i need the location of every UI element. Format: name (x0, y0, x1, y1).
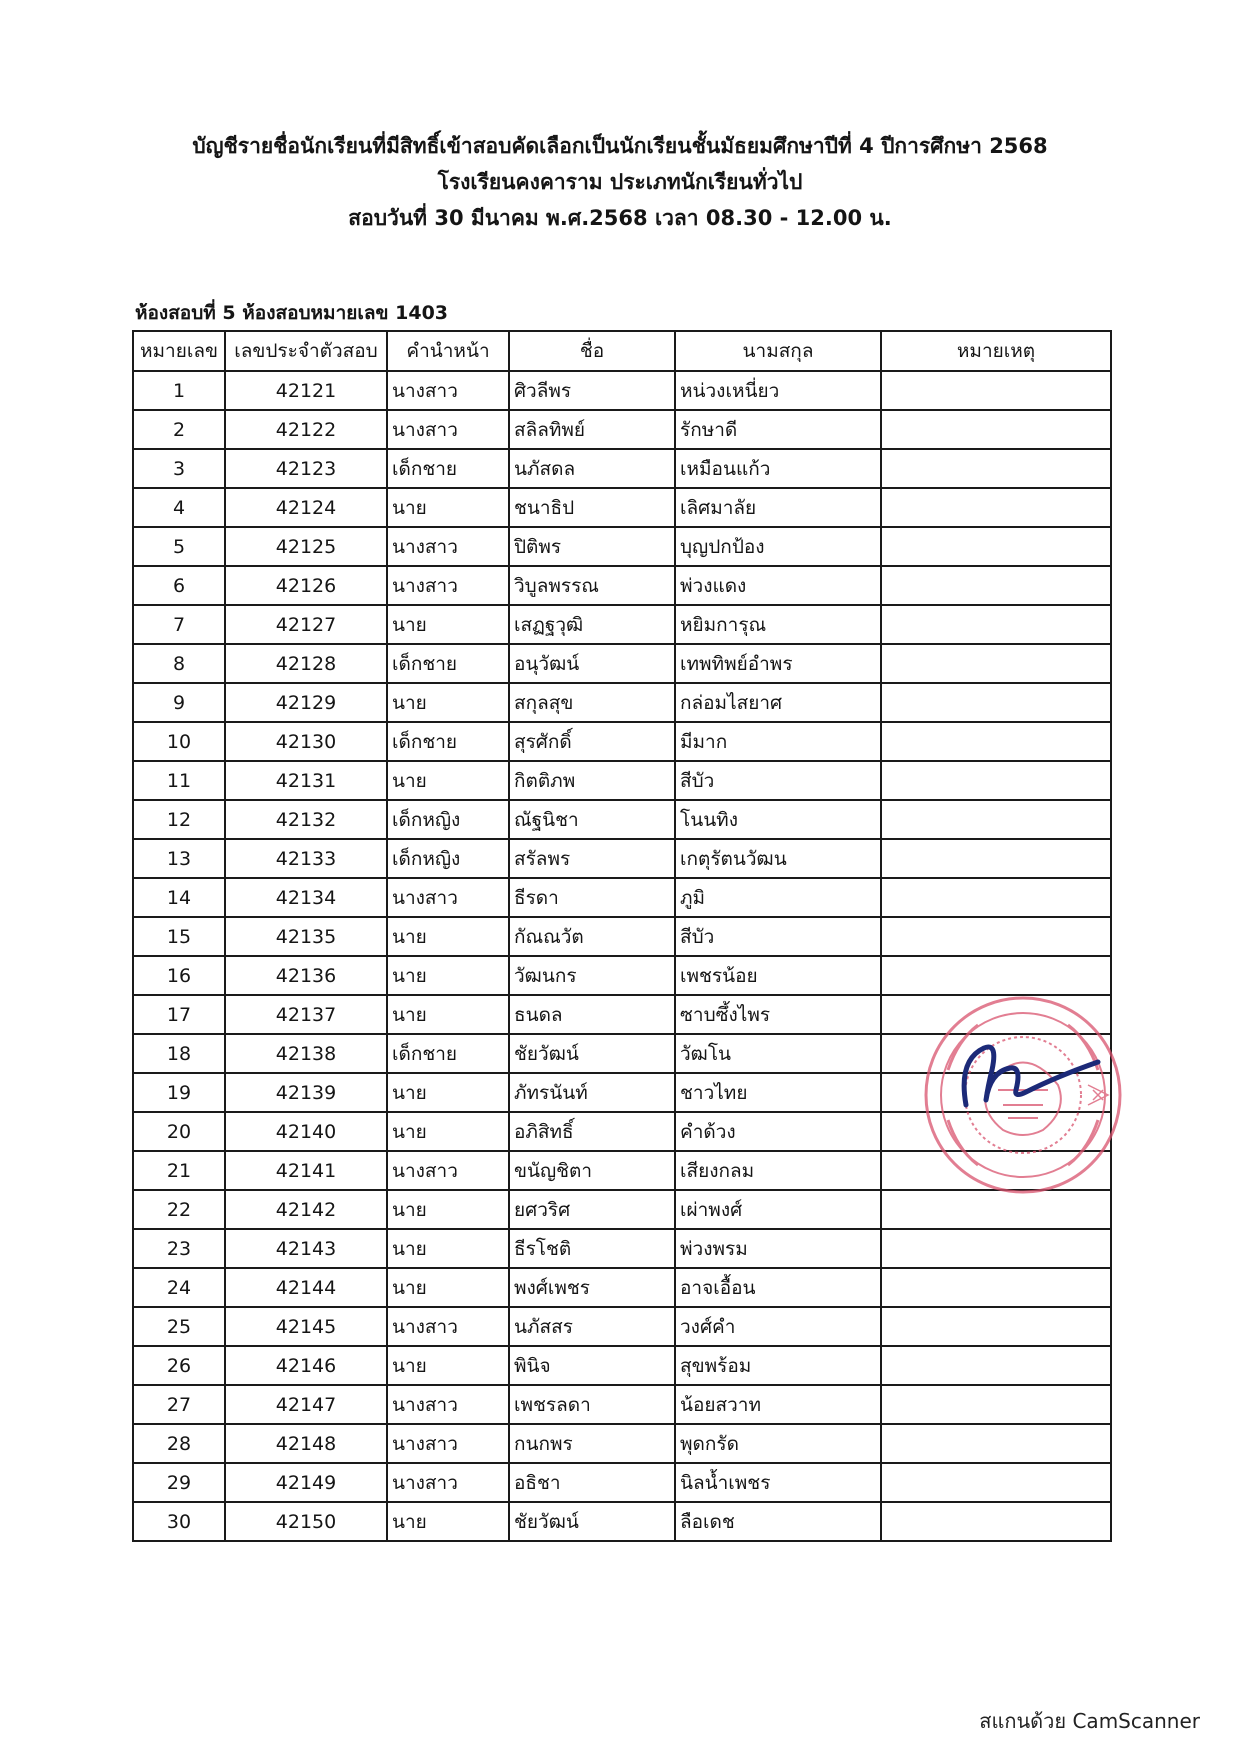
cell-exam-id: 42141 (225, 1151, 387, 1190)
cell-first-name: ธนดล (509, 995, 675, 1034)
cell-number: 4 (133, 488, 225, 527)
table-row (133, 956, 1111, 995)
cell-exam-id: 42124 (225, 488, 387, 527)
cell-number: 21 (133, 1151, 225, 1190)
cell-last-name: เพชรน้อย (675, 956, 881, 995)
cell-exam-id: 42131 (225, 761, 387, 800)
cell-remarks (881, 761, 1111, 800)
cell-first-name: ภัทรนันท์ (509, 1073, 675, 1112)
cell-first-name: ยศวริศ (509, 1190, 675, 1229)
cell-number: 15 (133, 917, 225, 956)
cell-last-name: เผ่าพงศ์ (675, 1190, 881, 1229)
cell-first-name: ชัยวัฒน์ (509, 1502, 675, 1541)
cell-remarks (881, 956, 1111, 995)
cell-prefix: นาย (387, 917, 509, 956)
cell-prefix: เด็กชาย (387, 1034, 509, 1073)
table-row (133, 1073, 1111, 1112)
cell-first-name: สกุลสุข (509, 683, 675, 722)
cell-last-name: ซาบซึ้งไพร (675, 995, 881, 1034)
document-header (0, 128, 1240, 236)
cell-remarks (881, 1307, 1111, 1346)
cell-remarks (881, 1073, 1111, 1112)
cell-exam-id: 42144 (225, 1268, 387, 1307)
cell-first-name: กนกพร (509, 1424, 675, 1463)
column-header-exam-id: เลขประจำตัวสอบ (225, 331, 387, 371)
cell-exam-id: 42121 (225, 371, 387, 410)
cell-exam-id: 42125 (225, 527, 387, 566)
cell-prefix: นาย (387, 1268, 509, 1307)
cell-first-name: นภัสสร (509, 1307, 675, 1346)
cell-exam-id: 42137 (225, 995, 387, 1034)
cell-exam-id: 42147 (225, 1385, 387, 1424)
header-exam-date: สอบวันที่ 30 มีนาคม พ.ศ.2568 เวลา 08.30 - 12.00 น. (348, 206, 892, 230)
cell-prefix: นาย (387, 1346, 509, 1385)
cell-last-name: หยิมการุณ (675, 605, 881, 644)
cell-first-name: ธีรโชติ (509, 1229, 675, 1268)
table-row (133, 1268, 1111, 1307)
cell-number: 24 (133, 1268, 225, 1307)
cell-last-name: พุดกรัด (675, 1424, 881, 1463)
cell-prefix: นางสาว (387, 1307, 509, 1346)
cell-remarks (881, 605, 1111, 644)
cell-exam-id: 42149 (225, 1463, 387, 1502)
cell-last-name: รักษาดี (675, 410, 881, 449)
cell-last-name: พ่วงพรม (675, 1229, 881, 1268)
cell-prefix: นางสาว (387, 1151, 509, 1190)
cell-remarks (881, 1424, 1111, 1463)
cell-remarks (881, 1190, 1111, 1229)
cell-number: 25 (133, 1307, 225, 1346)
cell-exam-id: 42146 (225, 1346, 387, 1385)
table-row (133, 1190, 1111, 1229)
cell-prefix: นาย (387, 956, 509, 995)
cell-remarks (881, 410, 1111, 449)
cell-remarks (881, 449, 1111, 488)
cell-first-name: นภัสดล (509, 449, 675, 488)
cell-first-name: อนุวัฒน์ (509, 644, 675, 683)
cell-last-name: ลือเดช (675, 1502, 881, 1541)
cell-prefix: นาย (387, 1073, 509, 1112)
cell-first-name: ธีรดา (509, 878, 675, 917)
table-row (133, 800, 1111, 839)
cell-first-name: เพชรลดา (509, 1385, 675, 1424)
cell-remarks (881, 644, 1111, 683)
cell-number: 18 (133, 1034, 225, 1073)
cell-number: 9 (133, 683, 225, 722)
cell-prefix: นาย (387, 1112, 509, 1151)
cell-last-name: หน่วงเหนี่ยว (675, 371, 881, 410)
cell-prefix: นาย (387, 605, 509, 644)
cell-number: 22 (133, 1190, 225, 1229)
cell-remarks (881, 1151, 1111, 1190)
cell-remarks (881, 1385, 1111, 1424)
table-row (133, 644, 1111, 683)
cell-first-name: ชนาธิป (509, 488, 675, 527)
cell-first-name: ขนัญชิตา (509, 1151, 675, 1190)
cell-prefix: เด็กชาย (387, 722, 509, 761)
cell-prefix: นาย (387, 1190, 509, 1229)
cell-prefix: เด็กหญิง (387, 839, 509, 878)
cell-remarks (881, 917, 1111, 956)
table-row (133, 1307, 1111, 1346)
cell-first-name: สรัลพร (509, 839, 675, 878)
cell-first-name: อธิชา (509, 1463, 675, 1502)
cell-first-name: สุรศักดิ์ (509, 722, 675, 761)
cell-number: 13 (133, 839, 225, 878)
cell-first-name: ณัฐนิชา (509, 800, 675, 839)
cell-prefix: นางสาว (387, 527, 509, 566)
room-title: ห้องสอบที่ 5 ห้องสอบหมายเลข 1403 (135, 302, 449, 324)
cell-exam-id: 42132 (225, 800, 387, 839)
cell-exam-id: 42126 (225, 566, 387, 605)
cell-prefix: นางสาว (387, 410, 509, 449)
cell-last-name: วงศ์คำ (675, 1307, 881, 1346)
cell-exam-id: 42145 (225, 1307, 387, 1346)
cell-number: 6 (133, 566, 225, 605)
cell-last-name: อาจเอื้อน (675, 1268, 881, 1307)
table-row (133, 1385, 1111, 1424)
cell-remarks (881, 1268, 1111, 1307)
table-row (133, 1502, 1111, 1541)
cell-last-name: ภูมิ (675, 878, 881, 917)
cell-last-name: พ่วงแดง (675, 566, 881, 605)
table-row (133, 878, 1111, 917)
table-row (133, 371, 1111, 410)
cell-last-name: สีบัว (675, 761, 881, 800)
cell-prefix: เด็กชาย (387, 449, 509, 488)
cell-number: 5 (133, 527, 225, 566)
student-roster-table (132, 330, 1112, 1542)
cell-remarks (881, 1112, 1111, 1151)
cell-number: 19 (133, 1073, 225, 1112)
cell-last-name: น้อยสวาท (675, 1385, 881, 1424)
cell-number: 14 (133, 878, 225, 917)
cell-number: 7 (133, 605, 225, 644)
cell-prefix: นาย (387, 1502, 509, 1541)
cell-remarks (881, 527, 1111, 566)
cell-remarks (881, 722, 1111, 761)
cell-exam-id: 42134 (225, 878, 387, 917)
cell-prefix: เด็กชาย (387, 644, 509, 683)
table-row (133, 527, 1111, 566)
column-header-first-name: ชื่อ (509, 331, 675, 371)
cell-last-name: เกตุรัตนวัฒน (675, 839, 881, 878)
cell-number: 16 (133, 956, 225, 995)
cell-number: 10 (133, 722, 225, 761)
cell-remarks (881, 800, 1111, 839)
table-row (133, 488, 1111, 527)
cell-first-name: พงศ์เพชร (509, 1268, 675, 1307)
cell-last-name: คำด้วง (675, 1112, 881, 1151)
cell-last-name: เลิศมาลัย (675, 488, 881, 527)
cell-exam-id: 42140 (225, 1112, 387, 1151)
cell-prefix: นางสาว (387, 1424, 509, 1463)
cell-prefix: นางสาว (387, 371, 509, 410)
cell-number: 30 (133, 1502, 225, 1541)
cell-last-name: ชาวไทย (675, 1073, 881, 1112)
table-row (133, 1112, 1111, 1151)
cell-first-name: พินิจ (509, 1346, 675, 1385)
cell-last-name: สุขพร้อม (675, 1346, 881, 1385)
cell-remarks (881, 839, 1111, 878)
cell-prefix: นาย (387, 683, 509, 722)
table-row (133, 1463, 1111, 1502)
cell-prefix: นาย (387, 995, 509, 1034)
cell-first-name: อภิสิทธิ์ (509, 1112, 675, 1151)
cell-remarks (881, 1346, 1111, 1385)
cell-prefix: เด็กหญิง (387, 800, 509, 839)
cell-number: 27 (133, 1385, 225, 1424)
cell-prefix: นาย (387, 761, 509, 800)
table-row (133, 761, 1111, 800)
cell-number: 11 (133, 761, 225, 800)
cell-number: 12 (133, 800, 225, 839)
cell-prefix: นาย (387, 1229, 509, 1268)
table-row (133, 566, 1111, 605)
table-row (133, 1151, 1111, 1190)
cell-last-name: นิลน้ำเพชร (675, 1463, 881, 1502)
cell-number: 20 (133, 1112, 225, 1151)
cell-exam-id: 42123 (225, 449, 387, 488)
cell-number: 28 (133, 1424, 225, 1463)
cell-remarks (881, 878, 1111, 917)
table-row (133, 1229, 1111, 1268)
cell-exam-id: 42130 (225, 722, 387, 761)
cell-exam-id: 42129 (225, 683, 387, 722)
cell-number: 2 (133, 410, 225, 449)
table-row (133, 839, 1111, 878)
table-row (133, 683, 1111, 722)
cell-first-name: กัณณวัต (509, 917, 675, 956)
cell-number: 26 (133, 1346, 225, 1385)
column-header-number: หมายเลข (133, 331, 225, 371)
table-row (133, 449, 1111, 488)
cell-first-name: วัฒนกร (509, 956, 675, 995)
column-header-last-name: นามสกุล (675, 331, 881, 371)
table-header-row (133, 331, 1111, 371)
cell-prefix: นางสาว (387, 1385, 509, 1424)
table-row (133, 995, 1111, 1034)
cell-last-name: บุญปกป้อง (675, 527, 881, 566)
header-title: บัญชีรายชื่อนักเรียนที่มีสิทธิ์เข้าสอบคัดเลือกเป็นนักเรียนชั้นมัธยมศึกษาปีที่ 4 ปีการศึกษา 2568 (192, 134, 1048, 158)
cell-first-name: ศิวลีพร (509, 371, 675, 410)
cell-remarks (881, 1463, 1111, 1502)
table-row (133, 1424, 1111, 1463)
cell-last-name: สีบัว (675, 917, 881, 956)
cell-first-name: วิบูลพรรณ (509, 566, 675, 605)
cell-remarks (881, 1034, 1111, 1073)
cell-prefix: นาย (387, 488, 509, 527)
cell-exam-id: 42150 (225, 1502, 387, 1541)
cell-first-name: ชัยวัฒน์ (509, 1034, 675, 1073)
cell-exam-id: 42138 (225, 1034, 387, 1073)
cell-remarks (881, 683, 1111, 722)
header-school: โรงเรียนคงคาราม ประเภทนักเรียนทั่วไป (437, 170, 803, 194)
cell-number: 17 (133, 995, 225, 1034)
table-row (133, 1346, 1111, 1385)
table-body (133, 371, 1111, 1541)
cell-exam-id: 42122 (225, 410, 387, 449)
camscanner-watermark: สแกนด้วย CamScanner (979, 1709, 1200, 1733)
cell-last-name: เสียงกลม (675, 1151, 881, 1190)
table-row (133, 605, 1111, 644)
cell-first-name: สลิลทิพย์ (509, 410, 675, 449)
cell-remarks (881, 371, 1111, 410)
column-header-remarks: หมายเหตุ (881, 331, 1111, 371)
cell-last-name: วัฒโน (675, 1034, 881, 1073)
cell-remarks (881, 1229, 1111, 1268)
cell-number: 29 (133, 1463, 225, 1502)
cell-last-name: โนนทิง (675, 800, 881, 839)
cell-last-name: เหมือนแก้ว (675, 449, 881, 488)
cell-number: 23 (133, 1229, 225, 1268)
table-row (133, 1034, 1111, 1073)
cell-exam-id: 42139 (225, 1073, 387, 1112)
cell-remarks (881, 488, 1111, 527)
cell-remarks (881, 1502, 1111, 1541)
cell-exam-id: 42127 (225, 605, 387, 644)
cell-first-name: เสฏฐวุฒิ (509, 605, 675, 644)
cell-prefix: นางสาว (387, 878, 509, 917)
cell-exam-id: 42143 (225, 1229, 387, 1268)
column-header-prefix: คำนำหน้า (387, 331, 509, 371)
cell-exam-id: 42148 (225, 1424, 387, 1463)
cell-exam-id: 42136 (225, 956, 387, 995)
cell-number: 8 (133, 644, 225, 683)
cell-number: 1 (133, 371, 225, 410)
table-row (133, 410, 1111, 449)
cell-exam-id: 42142 (225, 1190, 387, 1229)
cell-last-name: มีมาก (675, 722, 881, 761)
cell-first-name: ปิติพร (509, 527, 675, 566)
cell-number: 3 (133, 449, 225, 488)
cell-remarks (881, 995, 1111, 1034)
cell-last-name: เทพทิพย์อำพร (675, 644, 881, 683)
cell-prefix: นางสาว (387, 1463, 509, 1502)
cell-remarks (881, 566, 1111, 605)
table-row (133, 917, 1111, 956)
cell-exam-id: 42128 (225, 644, 387, 683)
cell-exam-id: 42135 (225, 917, 387, 956)
cell-prefix: นางสาว (387, 566, 509, 605)
cell-first-name: กิตติภพ (509, 761, 675, 800)
cell-last-name: กล่อมไสยาศ (675, 683, 881, 722)
cell-exam-id: 42133 (225, 839, 387, 878)
table-row (133, 722, 1111, 761)
